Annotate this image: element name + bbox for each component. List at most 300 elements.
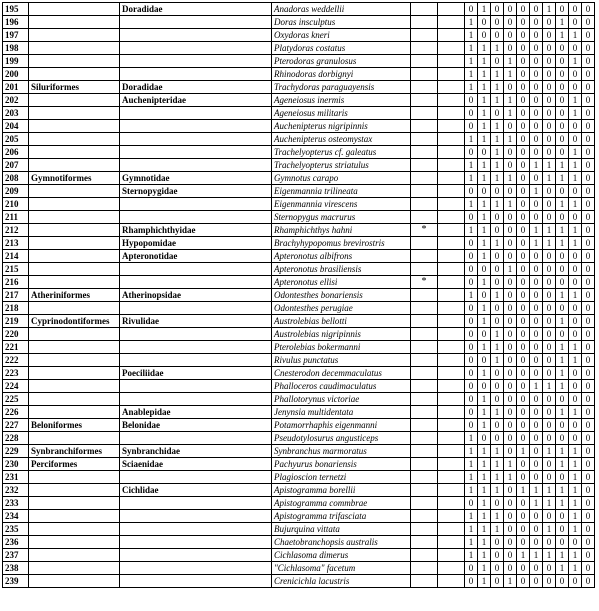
- binary-value-cell: 0: [491, 250, 504, 263]
- binary-value-cell: 0: [517, 237, 530, 250]
- binary-value-cell: 0: [582, 393, 595, 406]
- binary-value-cell: 0: [465, 3, 478, 16]
- species-cell: Cichlasoma dimerus: [272, 549, 411, 562]
- binary-value-cell: 0: [582, 263, 595, 276]
- binary-value-cell: 0: [556, 328, 569, 341]
- table-row: [3, 94, 595, 107]
- binary-value-cell: 0: [569, 263, 582, 276]
- binary-value-cell: 1: [543, 237, 556, 250]
- binary-value-cell: 0: [491, 29, 504, 42]
- binary-value-cell: 0: [582, 55, 595, 68]
- family-cell: Belonidae: [120, 419, 272, 432]
- binary-value-cell: 0: [530, 302, 543, 315]
- empty-cell: [438, 133, 465, 146]
- species-cell: Rivulus punctatus: [272, 354, 411, 367]
- binary-value-cell: 0: [491, 549, 504, 562]
- binary-value-cell: 0: [517, 302, 530, 315]
- binary-value-cell: 0: [465, 211, 478, 224]
- order-cell: Siluriformes: [29, 81, 120, 94]
- binary-value-cell: 1: [491, 172, 504, 185]
- table-row: [3, 237, 595, 250]
- order-cell: [29, 263, 120, 276]
- binary-value-cell: 0: [556, 94, 569, 107]
- binary-value-cell: 0: [491, 562, 504, 575]
- binary-value-cell: 0: [582, 497, 595, 510]
- binary-value-cell: 0: [517, 159, 530, 172]
- species-cell: Ageneiosus inermis: [272, 94, 411, 107]
- table-row: [3, 510, 595, 523]
- binary-value-cell: 0: [530, 562, 543, 575]
- binary-value-cell: 0: [530, 523, 543, 536]
- binary-value-cell: 0: [530, 445, 543, 458]
- binary-value-cell: 0: [543, 510, 556, 523]
- order-cell: [29, 159, 120, 172]
- binary-value-cell: 1: [569, 562, 582, 575]
- mark-cell: [411, 510, 438, 523]
- family-cell: [120, 497, 272, 510]
- family-cell: [120, 549, 272, 562]
- species-cell: Potamorrhaphis eigenmanni: [272, 419, 411, 432]
- mark-cell: [411, 315, 438, 328]
- binary-value-cell: 0: [504, 419, 517, 432]
- binary-value-cell: 1: [478, 445, 491, 458]
- family-cell: [120, 393, 272, 406]
- order-cell: Atheriniformes: [29, 289, 120, 302]
- binary-value-cell: 0: [582, 68, 595, 81]
- binary-value-cell: 1: [569, 445, 582, 458]
- binary-value-cell: 0: [504, 510, 517, 523]
- binary-value-cell: 0: [569, 211, 582, 224]
- binary-value-cell: 0: [530, 367, 543, 380]
- species-cell: Apistogramma borellii: [272, 484, 411, 497]
- binary-value-cell: 1: [504, 458, 517, 471]
- binary-value-cell: 0: [582, 16, 595, 29]
- binary-value-cell: 0: [582, 185, 595, 198]
- order-cell: [29, 497, 120, 510]
- table-row: [3, 393, 595, 406]
- binary-value-cell: 0: [465, 302, 478, 315]
- binary-value-cell: 1: [478, 224, 491, 237]
- row-number: 208: [3, 172, 29, 185]
- binary-value-cell: 0: [569, 3, 582, 16]
- binary-value-cell: 0: [478, 289, 491, 302]
- binary-value-cell: 1: [543, 380, 556, 393]
- binary-value-cell: 1: [504, 198, 517, 211]
- family-cell: [120, 354, 272, 367]
- row-number: 197: [3, 29, 29, 42]
- binary-value-cell: 1: [478, 198, 491, 211]
- row-number: 225: [3, 393, 29, 406]
- empty-cell: [438, 302, 465, 315]
- binary-value-cell: 0: [478, 146, 491, 159]
- empty-cell: [438, 29, 465, 42]
- binary-value-cell: 1: [478, 536, 491, 549]
- binary-value-cell: 0: [556, 185, 569, 198]
- binary-value-cell: 0: [530, 172, 543, 185]
- table-row: [3, 42, 595, 55]
- binary-value-cell: 0: [530, 3, 543, 16]
- table-row: [3, 367, 595, 380]
- binary-value-cell: 0: [491, 276, 504, 289]
- mark-cell: [411, 380, 438, 393]
- mark-cell: [411, 445, 438, 458]
- species-cell: Auchenipterus nigripinnis: [272, 120, 411, 133]
- row-number: 210: [3, 198, 29, 211]
- binary-value-cell: 0: [504, 562, 517, 575]
- row-number: 233: [3, 497, 29, 510]
- binary-value-cell: 1: [478, 393, 491, 406]
- binary-value-cell: 1: [556, 406, 569, 419]
- binary-value-cell: 1: [556, 341, 569, 354]
- binary-value-cell: 0: [504, 315, 517, 328]
- binary-value-cell: 1: [478, 562, 491, 575]
- table-row: [3, 185, 595, 198]
- binary-value-cell: 1: [491, 445, 504, 458]
- family-cell: [120, 198, 272, 211]
- mark-cell: [411, 159, 438, 172]
- binary-value-cell: 1: [491, 159, 504, 172]
- table-row: [3, 354, 595, 367]
- family-cell: [120, 55, 272, 68]
- binary-value-cell: 1: [478, 315, 491, 328]
- binary-value-cell: 0: [543, 432, 556, 445]
- family-cell: Apteronotidae: [120, 250, 272, 263]
- binary-value-cell: 0: [582, 237, 595, 250]
- binary-value-cell: 0: [530, 393, 543, 406]
- mark-cell: [411, 81, 438, 94]
- table-row: [3, 328, 595, 341]
- binary-value-cell: 1: [530, 159, 543, 172]
- binary-value-cell: 0: [517, 380, 530, 393]
- binary-value-cell: 0: [543, 55, 556, 68]
- binary-value-cell: 1: [556, 29, 569, 42]
- binary-value-cell: 1: [465, 81, 478, 94]
- species-cell: Eigenmannia virescens: [272, 198, 411, 211]
- binary-value-cell: 0: [530, 146, 543, 159]
- mark-cell: [411, 42, 438, 55]
- binary-value-cell: 0: [504, 341, 517, 354]
- order-cell: [29, 406, 120, 419]
- binary-value-cell: 1: [530, 185, 543, 198]
- mark-cell: [411, 107, 438, 120]
- empty-cell: [438, 16, 465, 29]
- binary-value-cell: 1: [504, 263, 517, 276]
- binary-value-cell: 0: [569, 536, 582, 549]
- empty-cell: [438, 367, 465, 380]
- family-cell: [120, 276, 272, 289]
- row-number: 196: [3, 16, 29, 29]
- binary-value-cell: 0: [517, 211, 530, 224]
- binary-value-cell: 1: [465, 458, 478, 471]
- binary-value-cell: 0: [556, 536, 569, 549]
- row-number: 215: [3, 263, 29, 276]
- binary-value-cell: 0: [491, 419, 504, 432]
- family-cell: [120, 68, 272, 81]
- binary-value-cell: 0: [530, 263, 543, 276]
- binary-value-cell: 1: [556, 315, 569, 328]
- order-cell: [29, 94, 120, 107]
- row-number: 237: [3, 549, 29, 562]
- order-cell: [29, 393, 120, 406]
- empty-cell: [438, 315, 465, 328]
- row-number: 201: [3, 81, 29, 94]
- binary-value-cell: 1: [491, 406, 504, 419]
- family-cell: Gymnotidae: [120, 172, 272, 185]
- order-cell: [29, 302, 120, 315]
- binary-value-cell: 1: [478, 172, 491, 185]
- row-number: 224: [3, 380, 29, 393]
- empty-cell: [438, 393, 465, 406]
- binary-value-cell: 0: [504, 159, 517, 172]
- binary-value-cell: 0: [530, 510, 543, 523]
- row-number: 234: [3, 510, 29, 523]
- species-cell: Austrolebias bellotti: [272, 315, 411, 328]
- family-cell: Poeciliidae: [120, 367, 272, 380]
- empty-cell: [438, 289, 465, 302]
- binary-value-cell: 1: [543, 159, 556, 172]
- order-cell: [29, 68, 120, 81]
- binary-value-cell: 0: [517, 133, 530, 146]
- empty-cell: [438, 445, 465, 458]
- species-cell: Chaetobranchopsis australis: [272, 536, 411, 549]
- binary-value-cell: 1: [478, 133, 491, 146]
- binary-value-cell: 1: [478, 94, 491, 107]
- binary-value-cell: 0: [504, 276, 517, 289]
- table-row: [3, 562, 595, 575]
- binary-value-cell: 1: [569, 159, 582, 172]
- species-cell: Apteronotus ellisi: [272, 276, 411, 289]
- binary-value-cell: 0: [530, 55, 543, 68]
- binary-value-cell: 1: [491, 81, 504, 94]
- binary-value-cell: 0: [530, 432, 543, 445]
- binary-value-cell: 1: [465, 484, 478, 497]
- family-cell: [120, 120, 272, 133]
- binary-value-cell: 0: [543, 354, 556, 367]
- family-cell: [120, 432, 272, 445]
- binary-value-cell: 0: [530, 289, 543, 302]
- family-cell: [120, 328, 272, 341]
- binary-value-cell: 0: [582, 146, 595, 159]
- binary-value-cell: 1: [465, 159, 478, 172]
- family-cell: [120, 146, 272, 159]
- mark-cell: [411, 575, 438, 588]
- binary-value-cell: 0: [478, 16, 491, 29]
- binary-value-cell: 0: [465, 341, 478, 354]
- binary-value-cell: 0: [517, 406, 530, 419]
- binary-value-cell: 0: [504, 211, 517, 224]
- binary-value-cell: 0: [530, 94, 543, 107]
- binary-value-cell: 0: [530, 328, 543, 341]
- binary-value-cell: 0: [465, 419, 478, 432]
- row-number: 222: [3, 354, 29, 367]
- binary-value-cell: 0: [543, 263, 556, 276]
- order-cell: [29, 55, 120, 68]
- binary-value-cell: 1: [478, 211, 491, 224]
- order-cell: [29, 3, 120, 16]
- binary-value-cell: 0: [556, 133, 569, 146]
- binary-value-cell: 1: [491, 289, 504, 302]
- binary-value-cell: 1: [569, 29, 582, 42]
- binary-value-cell: 0: [491, 380, 504, 393]
- binary-value-cell: 0: [491, 211, 504, 224]
- binary-value-cell: 1: [465, 536, 478, 549]
- binary-value-cell: 0: [543, 419, 556, 432]
- binary-value-cell: 0: [556, 107, 569, 120]
- mark-cell: [411, 172, 438, 185]
- species-cell: Apistogramma commbrae: [272, 497, 411, 510]
- binary-value-cell: 1: [465, 471, 478, 484]
- binary-value-cell: 0: [517, 94, 530, 107]
- row-number: 221: [3, 341, 29, 354]
- species-cell: Apteronotus albifrons: [272, 250, 411, 263]
- binary-value-cell: 0: [517, 315, 530, 328]
- binary-value-cell: 1: [556, 484, 569, 497]
- binary-value-cell: 1: [569, 198, 582, 211]
- binary-value-cell: 0: [543, 367, 556, 380]
- binary-value-cell: 1: [478, 276, 491, 289]
- binary-value-cell: 0: [556, 120, 569, 133]
- mark-cell: [411, 250, 438, 263]
- binary-value-cell: 0: [543, 250, 556, 263]
- binary-value-cell: 0: [491, 315, 504, 328]
- binary-value-cell: 0: [556, 263, 569, 276]
- binary-value-cell: 0: [582, 380, 595, 393]
- species-cell: Rhinodoras dorbignyi: [272, 68, 411, 81]
- binary-value-cell: 0: [569, 120, 582, 133]
- binary-value-cell: 0: [504, 497, 517, 510]
- binary-value-cell: 1: [465, 29, 478, 42]
- binary-value-cell: 0: [530, 107, 543, 120]
- binary-value-cell: 0: [543, 16, 556, 29]
- empty-cell: [438, 276, 465, 289]
- binary-value-cell: 0: [582, 445, 595, 458]
- binary-value-cell: 0: [491, 107, 504, 120]
- row-number: 204: [3, 120, 29, 133]
- binary-value-cell: 0: [556, 419, 569, 432]
- binary-value-cell: 0: [543, 315, 556, 328]
- binary-value-cell: 0: [530, 133, 543, 146]
- binary-value-cell: 1: [569, 510, 582, 523]
- binary-value-cell: 0: [543, 81, 556, 94]
- binary-value-cell: 0: [504, 224, 517, 237]
- binary-value-cell: 1: [478, 406, 491, 419]
- binary-value-cell: 0: [517, 471, 530, 484]
- table-row: [3, 419, 595, 432]
- binary-value-cell: 1: [478, 159, 491, 172]
- binary-value-cell: 0: [517, 68, 530, 81]
- order-cell: Perciformes: [29, 458, 120, 471]
- binary-value-cell: 0: [582, 523, 595, 536]
- binary-value-cell: 1: [556, 159, 569, 172]
- binary-value-cell: 0: [582, 276, 595, 289]
- species-cell: Phallotorynus victoriae: [272, 393, 411, 406]
- binary-value-cell: 0: [556, 393, 569, 406]
- table-row: [3, 263, 595, 276]
- binary-value-cell: 0: [582, 42, 595, 55]
- binary-value-cell: 1: [530, 224, 543, 237]
- binary-value-cell: 0: [465, 107, 478, 120]
- binary-value-cell: 0: [543, 198, 556, 211]
- mark-cell: [411, 406, 438, 419]
- binary-value-cell: 1: [556, 354, 569, 367]
- family-cell: Atherinopsidae: [120, 289, 272, 302]
- species-cell: Rhamphichthys hahni: [272, 224, 411, 237]
- binary-value-cell: 0: [582, 549, 595, 562]
- binary-value-cell: 0: [491, 575, 504, 588]
- species-cell: Gymnotus carapo: [272, 172, 411, 185]
- table-row: [3, 458, 595, 471]
- binary-value-cell: 0: [465, 120, 478, 133]
- binary-value-cell: 1: [465, 198, 478, 211]
- binary-value-cell: 0: [517, 185, 530, 198]
- binary-value-cell: 0: [543, 393, 556, 406]
- binary-value-cell: 1: [569, 471, 582, 484]
- table-row: [3, 198, 595, 211]
- binary-value-cell: 1: [465, 432, 478, 445]
- binary-value-cell: 1: [465, 224, 478, 237]
- binary-value-cell: 0: [543, 185, 556, 198]
- order-cell: [29, 16, 120, 29]
- binary-value-cell: 0: [530, 471, 543, 484]
- row-number: 207: [3, 159, 29, 172]
- binary-value-cell: 1: [504, 68, 517, 81]
- binary-value-cell: 0: [504, 16, 517, 29]
- order-cell: [29, 198, 120, 211]
- binary-value-cell: 0: [517, 55, 530, 68]
- species-table: [2, 2, 595, 588]
- binary-value-cell: 0: [543, 302, 556, 315]
- binary-value-cell: 0: [465, 94, 478, 107]
- binary-value-cell: 0: [465, 367, 478, 380]
- binary-value-cell: 1: [569, 55, 582, 68]
- binary-value-cell: 0: [465, 315, 478, 328]
- table-row: [3, 250, 595, 263]
- family-cell: [120, 107, 272, 120]
- row-number: 213: [3, 237, 29, 250]
- binary-value-cell: 0: [478, 185, 491, 198]
- binary-value-cell: 0: [530, 81, 543, 94]
- empty-cell: [438, 575, 465, 588]
- binary-value-cell: 0: [543, 458, 556, 471]
- binary-value-cell: 0: [543, 276, 556, 289]
- empty-cell: [438, 250, 465, 263]
- binary-value-cell: 0: [556, 68, 569, 81]
- binary-value-cell: 0: [569, 250, 582, 263]
- table-row: [3, 536, 595, 549]
- species-cell: Austrolebias nigripinnis: [272, 328, 411, 341]
- binary-value-cell: 0: [582, 419, 595, 432]
- binary-value-cell: 1: [504, 575, 517, 588]
- binary-value-cell: 0: [504, 146, 517, 159]
- mark-cell: [411, 562, 438, 575]
- binary-value-cell: 0: [517, 224, 530, 237]
- order-cell: [29, 120, 120, 133]
- empty-cell: [438, 562, 465, 575]
- binary-value-cell: 0: [478, 354, 491, 367]
- binary-value-cell: 0: [569, 367, 582, 380]
- table-row: [3, 575, 595, 588]
- family-cell: [120, 536, 272, 549]
- table-row: [3, 406, 595, 419]
- binary-value-cell: 1: [530, 549, 543, 562]
- binary-value-cell: 1: [478, 510, 491, 523]
- binary-value-cell: 0: [582, 315, 595, 328]
- binary-value-cell: 0: [543, 29, 556, 42]
- binary-value-cell: 0: [478, 380, 491, 393]
- row-number: 232: [3, 484, 29, 497]
- family-cell: [120, 523, 272, 536]
- binary-value-cell: 1: [478, 458, 491, 471]
